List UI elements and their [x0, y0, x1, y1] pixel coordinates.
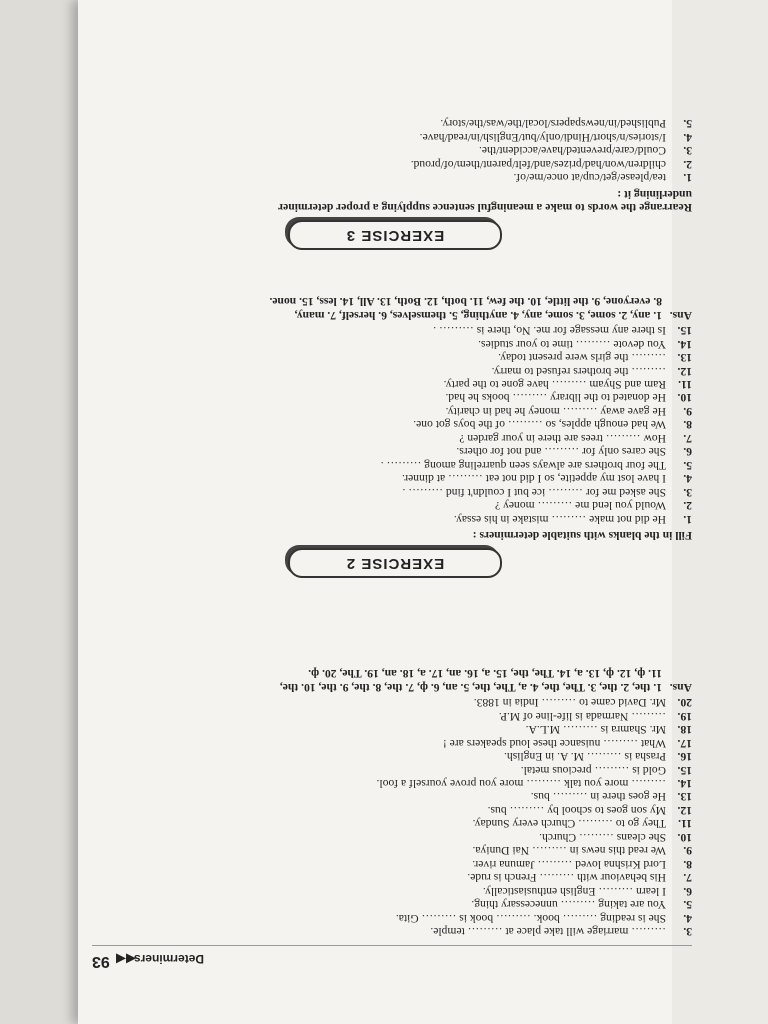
answer-line-1: 1. the, 2. the, 3. The, the, 4. a, The, the, 5. an, 6. ф, 7. the, 8. the, 9. the, 10. the, [279, 680, 662, 694]
list-item [92, 418, 692, 431]
item-number: 11. [678, 817, 692, 831]
item-text: Lord Krishna loved ……… Jamuna river. [472, 857, 666, 871]
item-number: 2. [683, 157, 692, 171]
list-item [92, 777, 692, 790]
item-number: 9. [683, 844, 692, 858]
exercise2-list [92, 324, 692, 526]
item-text: tea/please/get/cup/at once/me/of. [513, 171, 666, 185]
item-text: Mr. David came to ……… India in 1883. [473, 696, 666, 710]
page-content-rotated [92, 70, 692, 970]
list-item [92, 750, 692, 763]
item-text: She is reading ……… book. ……… book is ……… Gita. [395, 911, 666, 925]
page-header [92, 945, 692, 970]
item-number: 11. [678, 378, 692, 392]
exercise3-instruction-1: Rearrange the words to make a meaningful sentence supplying a proper determiner [277, 201, 692, 214]
item-number: 14. [677, 337, 692, 351]
list-item [92, 378, 692, 391]
item-text: We had enough apples, so ……… of the boys got one. [413, 418, 666, 432]
item-number: 8. [683, 418, 692, 432]
list-item [92, 445, 692, 458]
exercise3-body [92, 117, 692, 214]
list-item [92, 723, 692, 736]
list-item [92, 485, 692, 498]
item-number: 7. [683, 431, 692, 445]
item-number: 13. [677, 351, 692, 365]
list-item [92, 696, 692, 709]
list-item [92, 458, 692, 471]
exercise2-heading: EXERCISE 2 [288, 548, 502, 578]
item-text: He donated to the library ……… books he had. [445, 391, 666, 405]
answer-label: Ans. [669, 680, 692, 694]
list-item [92, 763, 692, 776]
list-item [92, 512, 692, 525]
chapter-title: Determiners [134, 952, 205, 966]
item-number: 15. [677, 324, 692, 338]
item-text: You are taking ……… unnecessary thing. [471, 898, 666, 912]
item-text: ……… Narmada is life-line of M.P. [498, 709, 666, 723]
list-item [92, 157, 692, 170]
list-item [92, 925, 692, 938]
item-number: 9. [683, 404, 692, 418]
item-text: My son goes to school by ……… bus. [487, 803, 666, 817]
answer-line-2: 11. ф, 12. ф, 13. a, 14. The, the, 15. a, 16. an, 17. a, 18. an, 19. The, 20. ф. [308, 667, 662, 681]
list-item [92, 709, 692, 722]
item-text: Published/in/newspapers/local/the/was/the/story. [440, 117, 666, 131]
list-item [92, 830, 692, 843]
item-text: ……… more you talk ……… more you prove yourself a fool. [376, 777, 666, 791]
exercise2-instruction: Fill in the blanks with suitable determiners : [472, 529, 692, 542]
item-number: 6. [683, 884, 692, 898]
item-number: 1. [683, 512, 692, 526]
item-text: Is there any message for me. No, there is ……… . [433, 324, 666, 338]
item-text: She cleans ……… Church. [539, 830, 666, 844]
item-number: 17. [677, 736, 692, 750]
list-item [92, 911, 692, 924]
item-number: 16. [677, 750, 692, 764]
item-text: He gave away ……… money he had in charity. [445, 404, 666, 418]
item-number: 10. [677, 391, 692, 405]
item-number: 3. [683, 925, 692, 938]
item-text: He did not make ……… mistake in his essay. [453, 512, 666, 526]
exercise3-instruction-2: underlining it : [617, 187, 692, 201]
list-item [92, 857, 692, 870]
exercise1-list [92, 696, 692, 938]
item-number: 5. [683, 898, 692, 912]
exercise3-list [92, 117, 692, 184]
list-item [92, 117, 692, 130]
item-number: 19. [677, 709, 692, 723]
item-number: 2. [683, 499, 692, 513]
item-text: Prasha is ……… M. A. in English. [504, 750, 666, 764]
list-item [92, 351, 692, 364]
item-number: 4. [683, 472, 692, 486]
item-text: ……… marriage will take place at ……… temple. [430, 925, 666, 938]
list-item [92, 844, 692, 857]
list-item [92, 898, 692, 911]
item-number: 3. [683, 144, 692, 158]
item-number: 4. [683, 130, 692, 144]
item-text: Gold is ……… precious metal. [520, 763, 666, 777]
list-item [92, 736, 692, 749]
item-text: She cares only for ……… and not for others. [456, 445, 666, 459]
item-text: I learn ……… English enthusiastically. [482, 884, 666, 898]
item-text: How ……… trees are there in your garden ? [459, 431, 666, 445]
item-text: The four brothers are always seen quarreling among ……… . [380, 458, 666, 472]
item-number: 20. [677, 696, 692, 710]
item-text: Could/care/prevented/have/accident/the. [478, 144, 666, 158]
item-text: Mr. Shamra is ……… M.L.A. [525, 723, 666, 737]
answer-line-1: 1. any, 2. some, 3. some, any, 4. anything, 5. themselves, 6. herself, 7. many, [294, 308, 662, 322]
item-number: 14. [677, 777, 692, 791]
item-text: You devote ……… time to your studies. [478, 337, 666, 351]
item-number: 15. [677, 763, 692, 777]
item-number: 13. [677, 790, 692, 804]
exercise2-body [92, 295, 692, 542]
list-item [92, 337, 692, 350]
answer-line-2: 8. everyone, 9. the little, 10. the few, 11. both, 12. Both, 13. All, 14. less, 15. none. [269, 295, 662, 309]
list-item [92, 391, 692, 404]
list-item [92, 499, 692, 512]
exercise3-heading: EXERCISE 3 [288, 220, 502, 250]
list-item [92, 817, 692, 830]
list-item [92, 431, 692, 444]
item-text: What ……… nuisance these loud speakers are ! [442, 736, 666, 750]
item-number: 1. [683, 171, 692, 185]
item-text: children/won/had/prizes/and/felt/parent/them/of/proud. [410, 157, 666, 171]
item-text: Ram and Shyam ……… have gone to the party. [443, 378, 666, 392]
item-number: 10. [677, 830, 692, 844]
item-number: 4. [683, 911, 692, 925]
list-item [92, 171, 692, 184]
item-text: I/stories/n/short/Hindi/only/but/English/in/read/have. [419, 130, 666, 144]
list-item [92, 404, 692, 417]
item-text: We read this news in ……… Nai Duniya. [472, 844, 666, 858]
list-item [92, 884, 692, 897]
exercise1-answer [92, 667, 692, 694]
list-item [92, 130, 692, 143]
item-number: 8. [683, 857, 692, 871]
exercise1-continued [92, 667, 692, 938]
item-number: 5. [683, 117, 692, 131]
list-item [92, 803, 692, 816]
answer-label: Ans. [669, 308, 692, 322]
item-text: ……… the girls were present today. [498, 351, 666, 365]
list-item [92, 324, 692, 337]
list-item [92, 871, 692, 884]
item-number: 12. [677, 364, 692, 378]
item-text: Would you lend me ……… money ? [494, 499, 666, 513]
item-number: 6. [683, 445, 692, 459]
item-text: She asked me for ……… ice but I couldn't find ……… . [402, 485, 666, 499]
list-item [92, 144, 692, 157]
item-text: He goes there in ……… bus. [530, 790, 666, 804]
double-arrow-icon: ◀◀ [116, 952, 136, 967]
item-number: 12. [677, 803, 692, 817]
list-item [92, 790, 692, 803]
item-number: 3. [683, 485, 692, 499]
item-text: ……… the brothers refused to marry. [491, 364, 666, 378]
item-text: They go to ……… Church every Sunday. [472, 817, 666, 831]
page-number: 93 [92, 953, 110, 970]
exercise2-answer [92, 295, 692, 322]
item-number: 18. [677, 723, 692, 737]
item-text: I have lost my appetite, so I did not eat ……… at dinner. [401, 472, 666, 486]
list-item [92, 364, 692, 377]
item-number: 7. [683, 871, 692, 885]
list-item [92, 472, 692, 485]
item-number: 5. [683, 458, 692, 472]
item-text: His behaviour with ……… French is rude. [467, 871, 666, 885]
